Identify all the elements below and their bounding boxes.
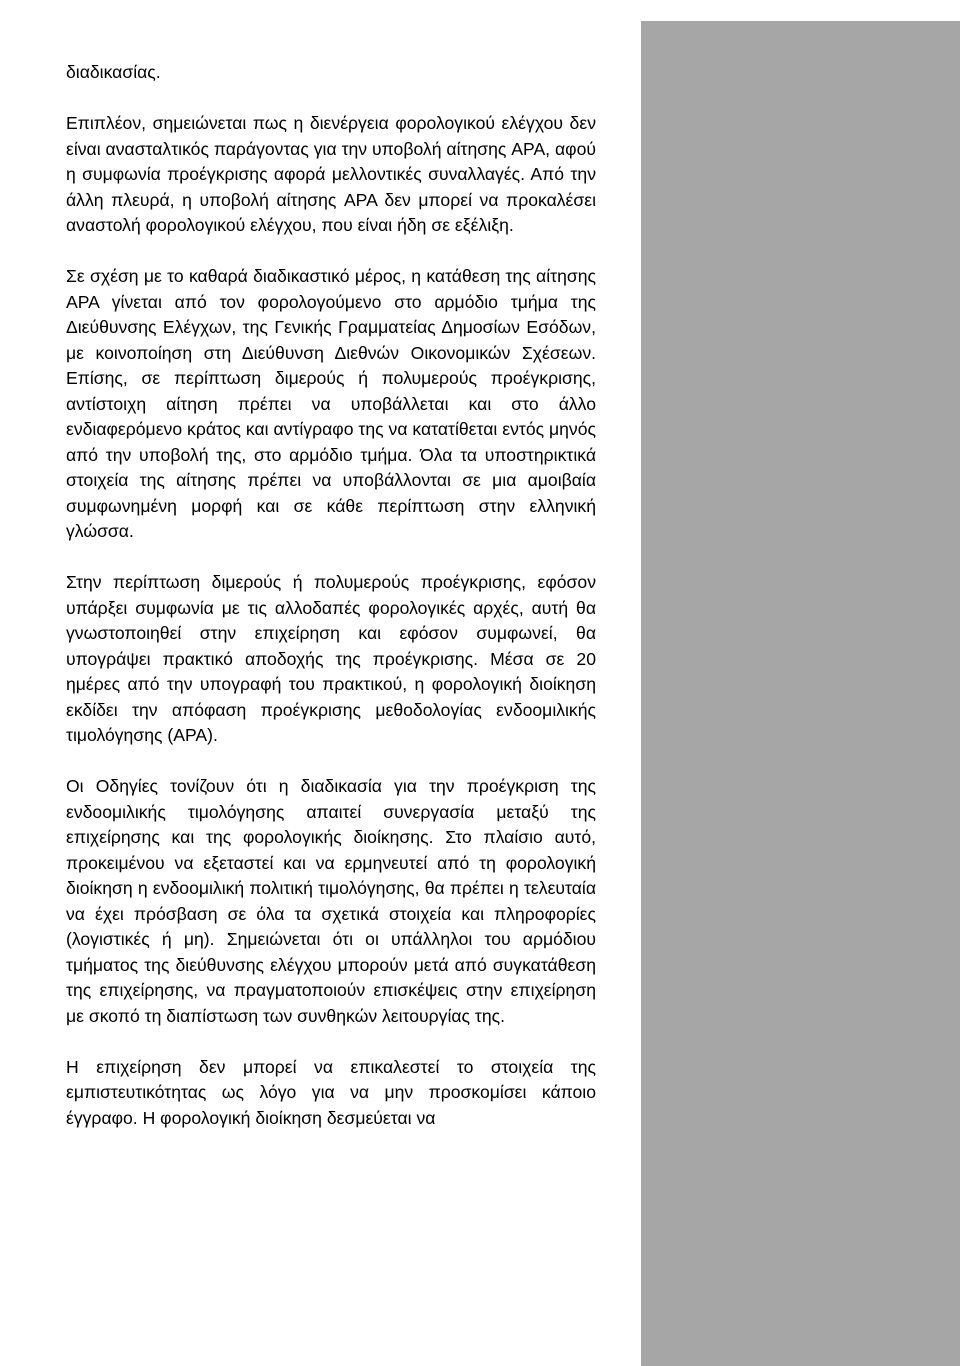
document-text-column (66, 60, 596, 1131)
paragraph-confidentiality: Η επιχείρηση δεν μπορεί να επικαλεστεί το στοιχεία της εμπιστευτικότητας ως λόγο για να μην προσκομίσει κάποιο έγγραφο. Η φορολογική διοίκηση δεσμεύεται να (66, 1056, 596, 1128)
paragraph-cooperation: Οι Οδηγίες τονίζουν ότι η διαδικασία για την προέγκριση της ενδοομιλικής τιμολόγησης απαιτεί συνεργασία μεταξύ της επιχείρησης και της φορολογικής διοίκησης. Στο πλαίσιο αυτό, προκειμένου να εξεταστεί και να ερμηνευτεί από τη φορολογική διοίκηση η ενδοομιλική πολιτική τιμολόγησης, θα πρέπει η τελευταία να έχει πρόσβαση σε όλα τα σχετικά στοιχεία και πληροφορίες (λογιστικές ή μη). Σημειώνεται ότι οι υπάλληλοι του αρμόδιου τμήματος της διεύθυνσης ελέγχου μπορούν μετά από συγκατάθεση της επιχείρησης, να πραγματοποιούν επισκέψεις στην επιχείρηση με σκοπό τη διαπίστωση των συνθηκών λειτουργίας της. (66, 776, 596, 1026)
paragraph-application-filing: Σε σχέση με το καθαρά διαδικαστικό μέρος, η κατάθεση της αίτησης APA γίνεται από τον φορολογούμενο στο αρμόδιο τμήμα της Διεύθυνσης Ελέγχων, της Γενικής Γραμματείας Δημοσίων Εσόδων, με κοινοποίηση στη Διεύθυνση Διεθνών Οικονομικών Σχέσεων. Επίσης, σε περίπτωση διμερούς ή πολυμερούς προέγκρισης, αντίστοιχη αίτηση πρέπει να υποβάλλεται και στο άλλο ενδιαφερόμενο κράτος και αντίγραφο της να κατατίθεται εντός μηνός από την υποβολή της, στο αρμόδιο τμήμα. Όλα τα υποστηρικτικά στοιχεία της αίτησης πρέπει να υποβάλλονται σε μια αμοιβαία συμφωνημένη μορφή και σε κάθε περίπτωση στην ελληνική γλώσσα. (66, 266, 596, 541)
paragraph-bilateral-agreement: Στην περίπτωση διμερούς ή πολυμερούς προέγκρισης, εφόσον υπάρξει συμφωνία με τις αλλοδαπές φορολογικές αρχές, αυτή θα γνωστοποιηθεί στην επιχείρηση και εφόσον συμφωνεί, θα υπογράψει πρακτικό αποδοχής της προέγκρισης. Μέσα σε 20 ημέρες από την υπογραφή του πρακτικού, η φορολογική διοίκηση εκδίδει την απόφαση προέγκρισης μεθοδολογίας ενδοομιλικής τιμολόγησης (APA). (66, 572, 596, 745)
paragraph-tax-audit: Επιπλέον, σημειώνεται πως η διενέργεια φορολογικού ελέγχου δεν είναι ανασταλτικός παράγοντας για την υποβολή αίτησης APA, αφού η συμφωνία προέγκρισης αφορά μελλοντικές συναλλαγές. Από την άλλη πλευρά, η υποβολή αίτησης APA δεν μπορεί να προκαλέσει αναστολή φορολογικού ελέγχου, που είναι ήδη σε εξέλιξη. (66, 113, 596, 235)
gray-sidebar-band (641, 21, 960, 1366)
paragraph-procedure-end: διαδικασίας. (66, 62, 161, 82)
